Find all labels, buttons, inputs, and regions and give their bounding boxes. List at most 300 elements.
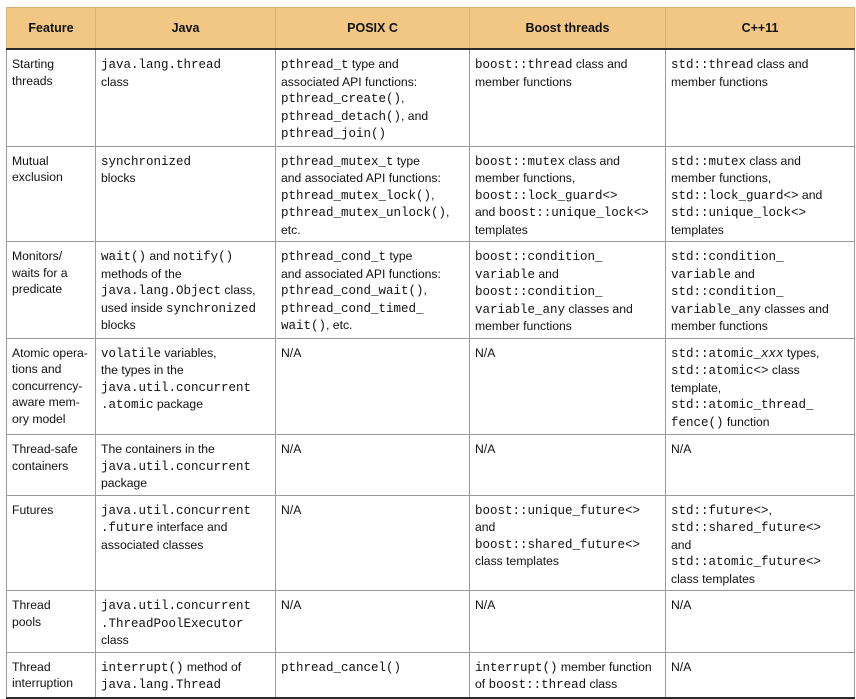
- cell-line: [671, 380, 849, 397]
- plain-text: class and: [572, 57, 628, 71]
- plain-text: function: [723, 414, 770, 429]
- cell-line: [12, 169, 90, 186]
- code-text: std::future<>: [671, 503, 769, 518]
- cell-line: [101, 345, 270, 363]
- code-text: pthread_cancel(): [281, 660, 402, 675]
- plain-text: N/A: [281, 598, 302, 612]
- code-text: pthread_cond_timed_: [281, 301, 424, 316]
- plain-text: blocks: [101, 171, 136, 185]
- code-text: variable_any: [475, 302, 566, 317]
- plain-text: ,: [446, 205, 450, 219]
- cell-line: [281, 125, 464, 143]
- code-text: pthread_cond_t: [281, 250, 387, 264]
- plain-text: N/A: [281, 442, 302, 456]
- cell-line: [101, 282, 270, 300]
- cell-line: [12, 502, 90, 519]
- cell-line: [671, 170, 849, 187]
- plain-text: package: [153, 397, 203, 411]
- plain-text: and associated API functions:: [281, 171, 441, 185]
- code-text: pthread_create(): [281, 92, 402, 106]
- plain-text: N/A: [671, 598, 692, 612]
- cell-line: [475, 204, 660, 222]
- header-cpp11: C++11: [666, 8, 855, 50]
- plain-text: pools: [12, 614, 42, 629]
- cell-line: [101, 502, 270, 520]
- cell-line: [101, 317, 270, 334]
- table-row: [7, 338, 855, 435]
- plain-text: N/A: [281, 502, 302, 517]
- plain-text: and: [798, 187, 823, 202]
- plain-text: N/A: [475, 598, 496, 612]
- plain-text: classes and: [761, 301, 829, 316]
- cell-line: [281, 204, 464, 222]
- plain-text: Thread: [12, 598, 51, 612]
- code-text: java.util.concurrent: [101, 380, 252, 395]
- plain-text: class and: [753, 57, 809, 71]
- plain-text: N/A: [475, 345, 496, 360]
- plain-text: type: [393, 153, 420, 168]
- code-text: boost::condition_: [475, 285, 603, 299]
- table-row: [7, 242, 855, 339]
- cell-line: [281, 597, 464, 614]
- code-text: variable: [671, 267, 732, 282]
- cell-line: [12, 458, 90, 475]
- plain-text: member functions,: [475, 171, 576, 185]
- code-text: pthread_mutex_t: [281, 154, 394, 169]
- posix-c-cell: [276, 242, 470, 339]
- table-header-row: [7, 8, 855, 50]
- code-text: notify(): [173, 250, 234, 264]
- code-text: java.util.concurrent: [101, 503, 252, 518]
- posix-c-cell: [276, 591, 470, 653]
- cell-line: [281, 659, 464, 677]
- cell-line: [12, 281, 90, 298]
- table-row: [7, 435, 855, 496]
- cell-line: [12, 614, 90, 631]
- code-text: xxx: [761, 346, 784, 361]
- posix-c-cell: [276, 495, 470, 591]
- plain-text: Starting: [12, 57, 55, 71]
- feature-cell: [7, 242, 96, 339]
- cell-line: [281, 170, 464, 187]
- plain-text: templates: [671, 222, 724, 237]
- code-text: synchronized: [166, 301, 257, 316]
- cell-line: [281, 317, 464, 335]
- cell-line: [671, 301, 849, 319]
- plain-text: blocks: [101, 318, 136, 332]
- plain-text: threads: [12, 73, 53, 88]
- plain-text: etc.: [281, 222, 301, 237]
- plain-text: class,: [221, 283, 256, 297]
- code-text: interrupt(): [101, 660, 184, 675]
- code-text: std::condition_: [671, 285, 784, 299]
- cell-line: [671, 659, 849, 676]
- cell-line: [671, 222, 849, 239]
- plain-text: and: [475, 205, 499, 219]
- cell-line: [281, 345, 464, 362]
- cell-line: [281, 266, 464, 283]
- cell-line: [101, 74, 270, 91]
- cell-line: [475, 345, 660, 362]
- table-row: [7, 591, 855, 653]
- header-java: Java: [96, 8, 276, 50]
- plain-text: member functions: [671, 74, 768, 89]
- cell-line: [475, 222, 660, 239]
- plain-text: aware mem-: [12, 395, 80, 409]
- cell-line: [12, 441, 90, 458]
- plain-text: containers: [12, 458, 69, 473]
- code-text: pthread_mutex_lock(): [281, 188, 432, 203]
- java-cell: [96, 242, 276, 339]
- code-text: std::atomic<>: [671, 364, 769, 378]
- cell-line: [281, 74, 464, 91]
- cpp11-cell: [666, 338, 855, 435]
- cell-line: [475, 536, 660, 554]
- cell-line: [281, 56, 464, 74]
- plain-text: and: [475, 520, 496, 534]
- plain-text: concurrency-: [12, 378, 83, 393]
- cell-line: [281, 222, 464, 239]
- cell-line: [12, 56, 90, 73]
- cell-line: [671, 396, 849, 414]
- plain-text: ,: [423, 283, 427, 297]
- cell-line: [671, 56, 849, 74]
- comparison-table: [6, 7, 855, 699]
- plain-text: member function: [557, 659, 652, 674]
- plain-text: ory model: [12, 411, 66, 426]
- code-text: variable: [475, 267, 536, 282]
- plain-text: and: [146, 249, 174, 263]
- boost-threads-cell: [470, 49, 666, 146]
- code-text: std::atomic_future<>: [671, 555, 822, 569]
- cell-line: [281, 248, 464, 266]
- cell-line: [101, 396, 270, 414]
- plain-text: tions and: [12, 362, 62, 376]
- plain-text: Monitors/: [12, 249, 63, 263]
- code-text: java.lang.Thread: [101, 678, 222, 692]
- plain-text: template,: [671, 380, 722, 395]
- boost-threads-cell: [470, 435, 666, 496]
- cell-line: [475, 441, 660, 458]
- code-text: wait(): [281, 319, 327, 333]
- plain-text: interruption: [12, 676, 73, 690]
- plain-text: class and: [746, 153, 801, 168]
- cpp11-cell: [666, 49, 855, 146]
- cell-line: [671, 502, 849, 520]
- cell-line: [12, 675, 90, 692]
- plain-text: package: [101, 476, 148, 490]
- cell-line: [101, 519, 270, 537]
- plain-text: associated API functions:: [281, 74, 418, 89]
- cell-line: [101, 537, 270, 554]
- code-text: .atomic: [101, 398, 154, 412]
- code-text: java.lang.thread: [101, 58, 222, 72]
- java-cell: [96, 495, 276, 591]
- plain-text: used inside: [101, 300, 167, 315]
- cell-line: [101, 170, 270, 187]
- cell-line: [101, 362, 270, 379]
- code-text: fence(): [671, 415, 724, 430]
- table-body: [7, 49, 855, 698]
- plain-text: types,: [783, 345, 820, 360]
- plain-text: The containers in the: [101, 442, 215, 456]
- code-text: java.util.concurrent: [101, 459, 252, 474]
- boost-threads-cell: [470, 338, 666, 435]
- plain-text: N/A: [281, 345, 302, 360]
- code-text: volatile: [101, 346, 162, 361]
- cpp11-cell: [666, 495, 855, 591]
- posix-c-cell: [276, 652, 470, 698]
- cell-line: [12, 265, 90, 282]
- cell-line: [671, 266, 849, 284]
- cell-line: [475, 659, 660, 677]
- cell-line: [475, 248, 660, 266]
- boost-threads-cell: [470, 146, 666, 242]
- feature-cell: [7, 652, 96, 698]
- cell-line: [671, 204, 849, 222]
- plain-text: N/A: [475, 442, 496, 456]
- plain-text: templates: [475, 222, 528, 237]
- plain-text: class and: [565, 153, 620, 168]
- plain-text: and associated API functions:: [281, 266, 441, 281]
- cell-line: [475, 502, 660, 520]
- plain-text: Thread: [12, 659, 51, 674]
- code-text: boost::lock_guard<>: [475, 188, 618, 203]
- cell-line: [671, 318, 849, 335]
- table-row: [7, 49, 855, 146]
- code-text: interrupt(): [475, 660, 558, 675]
- plain-text: and: [731, 266, 755, 281]
- cell-line: [671, 414, 849, 432]
- cell-line: [475, 74, 660, 91]
- code-text: pthread_cond_wait(): [281, 284, 424, 298]
- code-text: boost::mutex: [475, 154, 566, 169]
- header-posix-c: POSIX C: [276, 8, 470, 50]
- cell-line: [101, 615, 270, 633]
- cell-line: [671, 553, 849, 571]
- plain-text: waits for a: [12, 265, 68, 280]
- plain-text: of: [475, 677, 489, 691]
- plain-text: and: [535, 266, 559, 281]
- plain-text: class: [768, 363, 800, 377]
- cell-line: [12, 394, 90, 411]
- code-text: boost::shared_future<>: [475, 537, 641, 552]
- cell-line: [671, 248, 849, 266]
- feature-cell: [7, 338, 96, 435]
- cell-line: [101, 632, 270, 649]
- code-text: .ThreadPoolExecutor: [101, 616, 244, 631]
- cell-line: [671, 537, 849, 554]
- java-cell: [96, 146, 276, 242]
- plain-text: ,: [401, 91, 405, 105]
- cpp11-cell: [666, 591, 855, 653]
- code-text: std::atomic_: [671, 346, 762, 361]
- plain-text: Atomic opera-: [12, 345, 88, 360]
- posix-c-cell: [276, 146, 470, 242]
- cell-line: [12, 411, 90, 428]
- table-row: [7, 146, 855, 242]
- java-cell: [96, 652, 276, 698]
- cell-line: [281, 187, 464, 205]
- plain-text: class templates: [671, 571, 755, 586]
- boost-threads-cell: [470, 242, 666, 339]
- plain-text: class: [586, 677, 618, 691]
- java-cell: [96, 435, 276, 496]
- cell-line: [671, 345, 849, 363]
- posix-c-cell: [276, 435, 470, 496]
- cell-line: [101, 300, 270, 318]
- code-text: std::unique_lock<>: [671, 206, 807, 220]
- cell-line: [281, 108, 464, 126]
- plain-text: variables,: [161, 345, 217, 360]
- cell-line: [12, 378, 90, 395]
- plain-text: ,: [431, 187, 435, 202]
- code-text: boost::condition_: [475, 250, 603, 264]
- feature-cell: [7, 495, 96, 591]
- plain-text: and: [671, 537, 692, 552]
- plain-text: class: [101, 74, 129, 89]
- code-text: std::atomic_thread_: [671, 398, 814, 412]
- code-text: boost::thread: [475, 58, 573, 72]
- cell-line: [475, 301, 660, 319]
- cell-line: [671, 283, 849, 301]
- plain-text: , and: [401, 108, 429, 123]
- cell-line: [475, 553, 660, 570]
- cell-line: [281, 90, 464, 108]
- code-text: java.util.concurrent: [101, 599, 252, 613]
- plain-text: , etc.: [326, 318, 353, 332]
- cell-line: [281, 300, 464, 318]
- cell-line: [475, 153, 660, 171]
- plain-text: type: [386, 249, 413, 263]
- code-text: synchronized: [101, 154, 192, 169]
- cell-line: [475, 283, 660, 301]
- header-feature: Feature: [7, 8, 96, 50]
- cell-line: [12, 248, 90, 265]
- plain-text: member functions: [671, 319, 768, 333]
- cell-line: [671, 441, 849, 458]
- cell-line: [12, 153, 90, 170]
- plain-text: exclusion: [12, 170, 63, 184]
- cpp11-cell: [666, 146, 855, 242]
- boost-threads-cell: [470, 591, 666, 653]
- cell-line: [12, 361, 90, 378]
- java-cell: [96, 591, 276, 653]
- cell-line: [671, 597, 849, 614]
- plain-text: type and: [348, 57, 399, 71]
- plain-text: Thread-safe: [12, 442, 78, 456]
- plain-text: N/A: [671, 659, 692, 674]
- feature-cell: [7, 146, 96, 242]
- feature-cell: [7, 435, 96, 496]
- cell-line: [475, 170, 660, 187]
- cell-line: [12, 659, 90, 676]
- cell-line: [281, 441, 464, 458]
- code-text: variable_any: [671, 302, 762, 317]
- cpp11-cell: [666, 435, 855, 496]
- plain-text: associated classes: [101, 537, 204, 552]
- cell-line: [101, 659, 270, 677]
- boost-threads-cell: [470, 652, 666, 698]
- cell-line: [475, 519, 660, 536]
- code-text: std::condition_: [671, 250, 784, 264]
- code-text: std::shared_future<>: [671, 521, 822, 535]
- cell-line: [281, 502, 464, 519]
- cell-line: [12, 597, 90, 614]
- cell-line: [475, 318, 660, 335]
- cell-line: [475, 266, 660, 284]
- code-text: java.lang.Object: [101, 284, 222, 298]
- code-text: boost::unique_lock<>: [498, 206, 649, 220]
- feature-cell: [7, 49, 96, 146]
- plain-text: member functions,: [671, 171, 772, 185]
- posix-c-cell: [276, 49, 470, 146]
- code-text: wait(): [101, 250, 147, 264]
- plain-text: classes and: [565, 301, 633, 316]
- plain-text: the types in the: [101, 363, 184, 377]
- cell-line: [475, 187, 660, 205]
- plain-text: Futures: [12, 502, 54, 517]
- cell-line: [101, 458, 270, 476]
- cpp11-cell: [666, 242, 855, 339]
- cell-line: [671, 153, 849, 171]
- plain-text: interface and: [153, 520, 228, 534]
- cell-line: [671, 519, 849, 537]
- cell-line: [101, 441, 270, 458]
- code-text: pthread_t: [281, 58, 349, 72]
- table-row: [7, 495, 855, 591]
- code-text: std::mutex: [671, 154, 747, 169]
- cell-line: [475, 597, 660, 614]
- cell-line: [671, 362, 849, 380]
- code-text: std::thread: [671, 58, 754, 72]
- code-text: std::lock_guard<>: [671, 188, 799, 203]
- cell-line: [671, 187, 849, 205]
- plain-text: ,: [768, 502, 772, 517]
- plain-text: method of: [183, 659, 242, 674]
- code-text: .future: [101, 521, 154, 535]
- feature-cell: [7, 591, 96, 653]
- java-cell: [96, 338, 276, 435]
- cpp11-cell: [666, 652, 855, 698]
- cell-line: [101, 379, 270, 397]
- cell-line: [101, 266, 270, 283]
- plain-text: Mutual: [12, 153, 49, 168]
- cell-line: [101, 676, 270, 694]
- plain-text: class: [101, 633, 129, 647]
- cell-line: [101, 475, 270, 492]
- cell-line: [101, 248, 270, 266]
- plain-text: N/A: [671, 442, 692, 456]
- boost-threads-cell: [470, 495, 666, 591]
- plain-text: class templates: [475, 554, 559, 568]
- cell-line: [281, 153, 464, 171]
- cell-line: [671, 74, 849, 91]
- plain-text: methods of the: [101, 266, 182, 281]
- cell-line: [12, 345, 90, 362]
- header-boost-threads: Boost threads: [470, 8, 666, 50]
- code-text: boost::unique_future<>: [475, 503, 641, 518]
- cell-line: [101, 597, 270, 615]
- code-text: boost::thread: [488, 678, 587, 692]
- plain-text: member functions: [475, 74, 572, 89]
- cell-line: [12, 73, 90, 90]
- java-cell: [96, 49, 276, 146]
- code-text: pthread_join(): [281, 127, 387, 141]
- posix-c-cell: [276, 338, 470, 435]
- table-row: [7, 652, 855, 698]
- cell-line: [475, 56, 660, 74]
